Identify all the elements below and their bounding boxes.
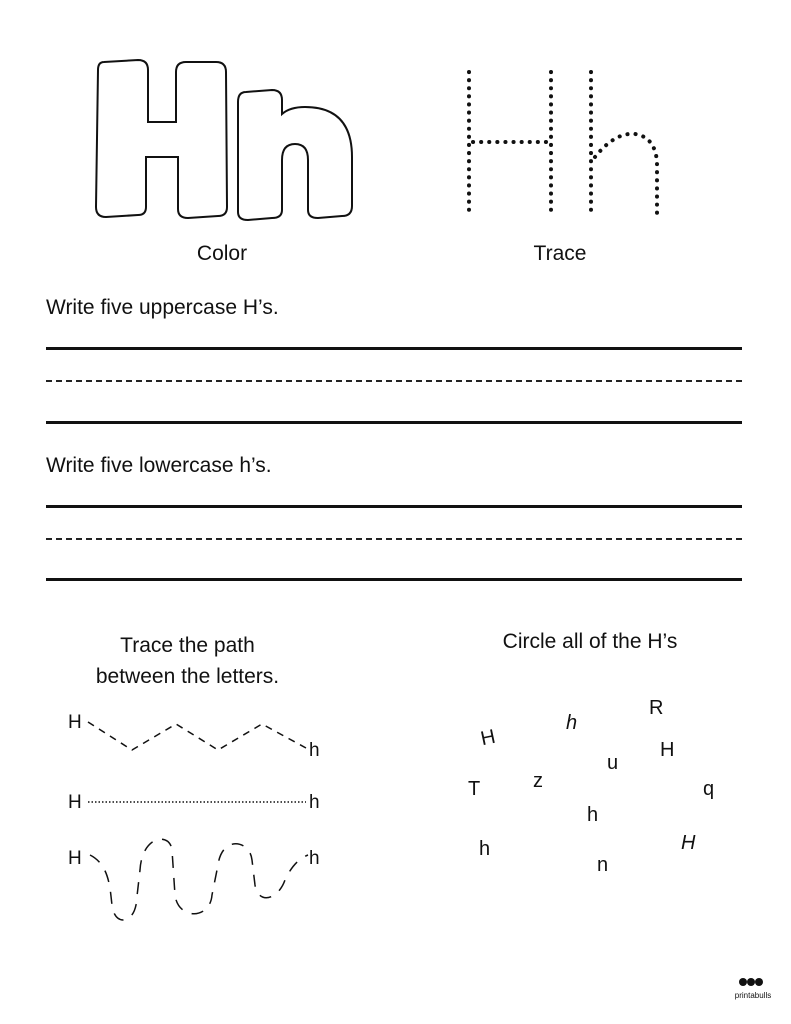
- color-label: Color: [196, 242, 248, 265]
- lowercase-mid-line: [46, 538, 742, 540]
- wavy-path: [90, 839, 308, 920]
- letter-n[interactable]: n: [597, 854, 609, 876]
- path-title-line1: Trace the path: [120, 634, 255, 657]
- zigzag-path: [88, 722, 306, 750]
- bubble-letters-hh: [90, 52, 370, 227]
- path-row2-start: H: [68, 792, 82, 813]
- uppercase-mid-line: [46, 380, 742, 382]
- uppercase-prompt: Write five uppercase H’s.: [46, 296, 279, 319]
- path-trace-lines: [0, 700, 340, 930]
- trace-label: Trace: [533, 242, 587, 265]
- letter-H-1[interactable]: H: [478, 725, 498, 751]
- letter-H-10[interactable]: H: [681, 832, 696, 854]
- letter-h-2[interactable]: h: [566, 712, 578, 734]
- letter-h-9[interactable]: h: [587, 804, 599, 826]
- letter-H-4[interactable]: H: [660, 739, 675, 761]
- lowercase-top-line: [46, 505, 742, 508]
- circle-title: Circle all of the H’s: [502, 630, 678, 653]
- uppercase-top-line: [46, 347, 742, 350]
- letter-q[interactable]: q: [703, 778, 715, 800]
- path-row1-start: H: [68, 712, 82, 733]
- path-row2-end: h: [309, 792, 320, 813]
- lowercase-base-line: [46, 578, 742, 581]
- letter-u[interactable]: u: [607, 752, 619, 774]
- path-row3-start: H: [68, 848, 82, 869]
- lowercase-prompt: Write five lowercase h’s.: [46, 454, 272, 477]
- path-row3-end: h: [309, 848, 320, 869]
- footer-logo-text: printabulls: [734, 991, 772, 1000]
- dotted-letters-hh: [455, 62, 670, 227]
- letter-z[interactable]: z: [533, 770, 543, 792]
- printabulls-logo-icon: [736, 974, 766, 990]
- uppercase-base-line: [46, 421, 742, 424]
- path-title: [40, 630, 335, 692]
- letter-h-11[interactable]: h: [479, 838, 491, 860]
- path-title-line2: between the letters.: [95, 665, 280, 688]
- letter-R[interactable]: R: [649, 697, 664, 719]
- letter-T[interactable]: T: [468, 778, 481, 800]
- path-row1-end: h: [309, 740, 320, 761]
